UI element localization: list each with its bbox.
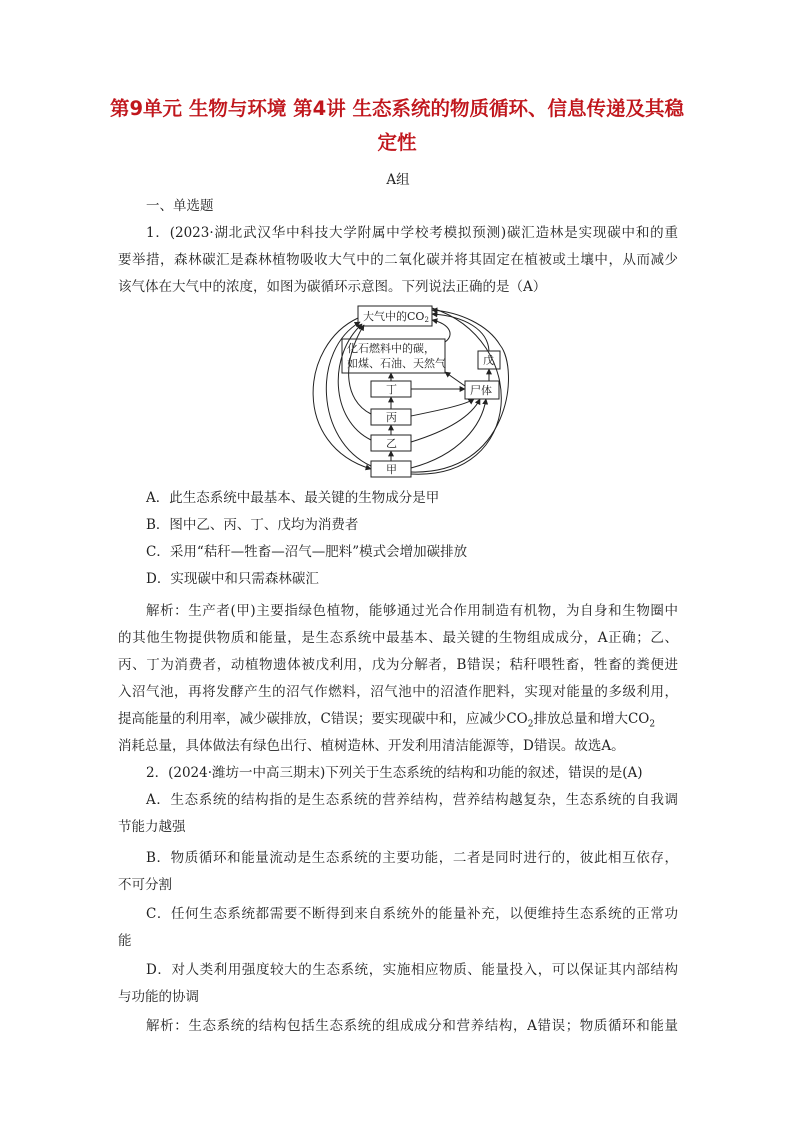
q2-option-b-line-1: B．物质循环和能量流动是生态系统的主要功能，二者是同时进行的，彼此相互依存， bbox=[146, 850, 678, 866]
q1-explanation-line-1: 解析：生产者(甲)主要指绿色植物，能够通过光合作用制造有机物，为自身和生物圈中 bbox=[146, 603, 678, 619]
jia-label: 甲 bbox=[386, 463, 397, 476]
q1-stem-line-2: 要举措，森林碳汇是森林植物吸收大气中的二氧化碳并将其固定在植被或土壤中，从而减少 bbox=[118, 252, 678, 268]
q1-explanation-line-5: 提高能量的利用率，减少碳排放，C错误；要实现碳中和，应减少$CO_2$排放总量和增大$CO_2$ bbox=[118, 711, 656, 730]
q2-option-c-line-2: 能 bbox=[118, 933, 132, 949]
q1-explanation-line-2: 的其他生物提供物质和能量，是生态系统中最基本、最关键的生物组成成分，A正确；乙、 bbox=[118, 630, 678, 646]
arrow-jia-to-shiti bbox=[411, 399, 486, 468]
fossil-label-2: 如煤、石油、天然气 bbox=[347, 357, 446, 370]
q1-stem-line-3: 该气体在大气中的浓度，如图为碳循环示意图。下列说法正确的是（A） bbox=[118, 279, 547, 295]
title-line-2: 定性 bbox=[377, 131, 417, 154]
q1-explanation-line-6: 消耗总量，具体做法有绿色出行、植树造林、开发利用清洁能源等，D错误。故选A。 bbox=[118, 738, 625, 754]
arrow-right-loop-1 bbox=[411, 310, 508, 472]
q2-option-d-line-1: D．对人类利用强度较大的生态系统，实施相应物质、能量投入，可以保证其内部结构 bbox=[146, 962, 678, 978]
section-heading: 一、单选题 bbox=[146, 198, 214, 214]
q2-option-a-line-2: 节能力越强 bbox=[118, 819, 186, 835]
page-title bbox=[100, 92, 694, 160]
q1-explanation-line-3: 丙、丁为消费者，动植物遗体被戊利用，戊为分解者，B错误；秸秆喂牲畜，牲畜的粪便进 bbox=[118, 657, 678, 673]
q2-stem: 2．(2024·潍坊一中高三期末)下列关于生态系统的结构和功能的叙述，错误的是(A) bbox=[146, 765, 643, 781]
q2-option-c-line-1: C．任何生态系统都需要不断得到来自系统外的能量补充，以便维持生态系统的正常功 bbox=[146, 906, 678, 922]
bing-label: 丙 bbox=[386, 411, 397, 424]
q2-explanation-line-1: 解析：生态系统的结构包括生态系统的组成成分和营养结构，A错误；物质循环和能量 bbox=[146, 1018, 678, 1034]
q1-option-c: C．采用“秸秆—牲畜—沼气—肥料”模式会增加碳排放 bbox=[146, 544, 468, 560]
q1-option-d: D．实现碳中和只需森林碳汇 bbox=[146, 571, 319, 587]
fossil-label-1: 化石燃料中的碳， bbox=[347, 342, 435, 355]
arrow-wu-to-atm bbox=[432, 314, 489, 351]
q1-option-a: A．此生态系统中最基本、最关键的生物成分是甲 bbox=[146, 490, 440, 506]
shiti-label: 尸体 bbox=[470, 384, 492, 397]
q1-explanation-line-4: 入沼气池，再将发酵产生的沼气作燃料，沼气池中的沼渣作肥料，实现对能量的多级利用， bbox=[118, 684, 678, 700]
wu-label: 戊 bbox=[483, 354, 494, 367]
title-line-1: 第9单元 生物与环境 第4讲 生态系统的物质循环、信息传递及其稳 bbox=[109, 97, 684, 120]
arrow-shiti-to-fossil bbox=[445, 372, 465, 386]
group-label: A组 bbox=[386, 172, 410, 188]
q1-option-b: B．图中乙、丙、丁、戊均为消费者 bbox=[146, 517, 359, 533]
ding-label: 丁 bbox=[386, 383, 397, 396]
arrow-yi-to-shiti bbox=[411, 399, 480, 442]
q2-option-d-line-2: 与功能的协调 bbox=[118, 989, 199, 1005]
arrow-bing-to-shiti bbox=[411, 399, 474, 416]
carbon-cycle-diagram bbox=[300, 300, 530, 485]
atm-co2-label: 大气中的CO2 bbox=[363, 310, 429, 324]
yi-label: 乙 bbox=[386, 437, 397, 450]
q1-stem-line-1: 1．(2023·湖北武汉华中科技大学附属中学校考模拟预测)碳汇造林是实现碳中和的重 bbox=[146, 225, 678, 241]
q2-option-b-line-2: 不可分割 bbox=[118, 877, 172, 893]
q2-option-a-line-1: A．生态系统的结构指的是生态系统的营养结构，营养结构越复杂，生态系统的自我调 bbox=[146, 792, 678, 808]
